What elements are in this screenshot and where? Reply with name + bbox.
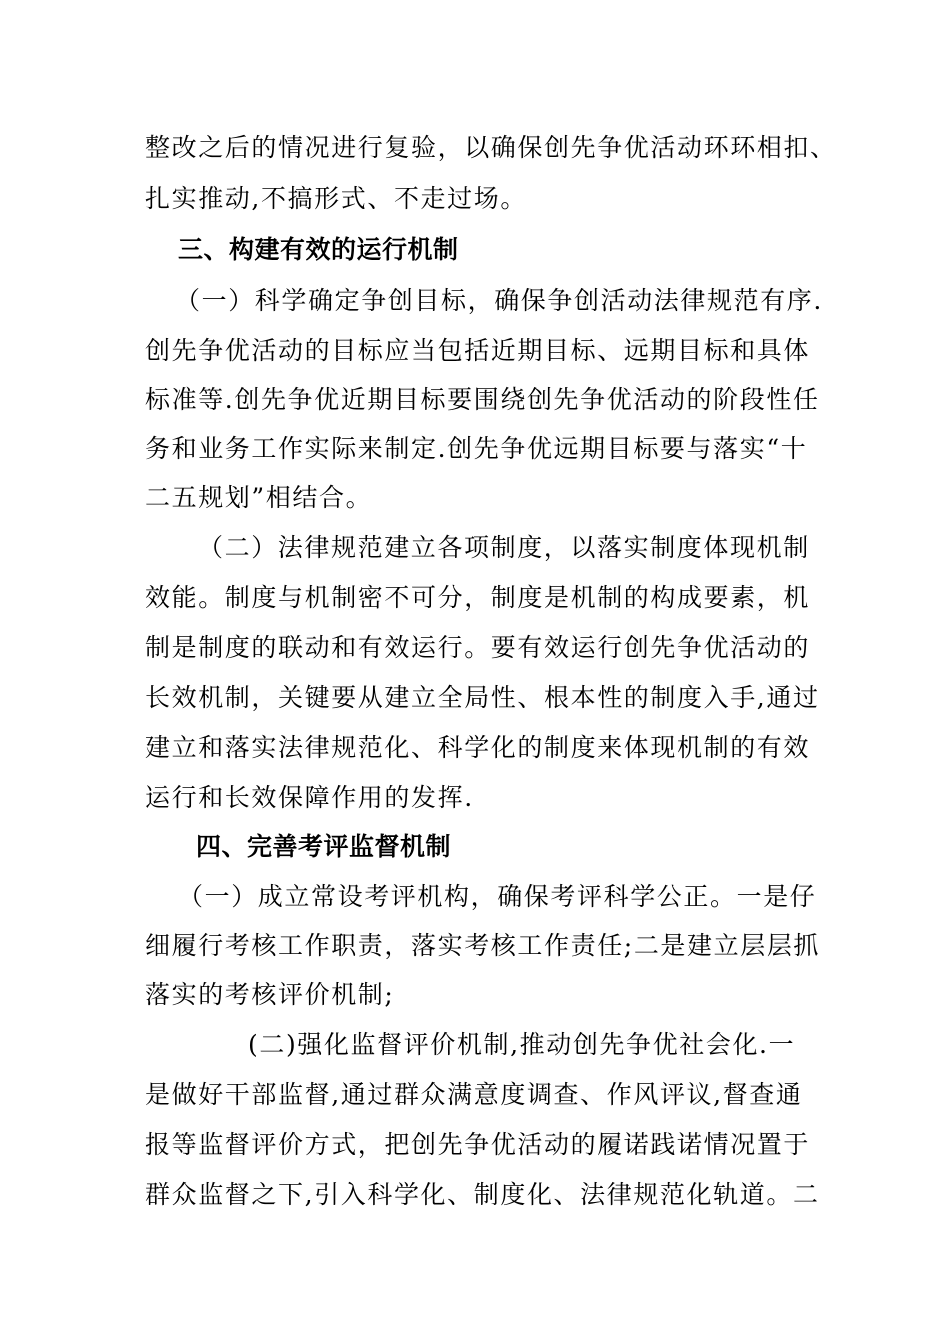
body-text-line: 细履行考核工作职责，落实考核工作责任;二是建立层层抓 (145, 931, 821, 960)
body-text-line: 制是制度的联动和有效运行。要有效运行创先争优活动的 (145, 633, 811, 662)
body-text-line: 创先争优活动的目标应当包括近期目标、远期目标和具体 (145, 336, 811, 365)
body-text-line: 报等监督评价方式，把创先争优活动的履诺践诺情况置于 (145, 1130, 811, 1159)
body-text-line: 长效机制，关键要从建立全局性、根本性的制度入手,通过 (145, 683, 820, 712)
subsection-heading: (二)强化监督评价机制,推动创先争优社会化.一 (248, 1030, 796, 1059)
subsection-heading: （一）科学确定争创目标，确保争创活动法律规范有序. (175, 286, 823, 315)
subsection-heading: （一）成立常设考评机构，确保考评科学公正。一是仔 (178, 882, 817, 911)
section-heading: 四、完善考评监督机制 (196, 832, 452, 861)
body-text-line: 落实的考核评价机制; (145, 980, 395, 1009)
body-text-line: 标准等.创先争优近期目标要围绕创先争优活动的阶段性任 (145, 385, 820, 414)
body-text-line: 群众监督之下,引入科学化、制度化、法律规范化轨道。二 (145, 1180, 820, 1209)
body-text-line: 整改之后的情况进行复验，以确保创先争优活动环环相扣、 (145, 133, 837, 162)
body-text-line: 建立和落实法律规范化、科学化的制度来体现机制的有效 (145, 733, 811, 762)
body-text-line: 二五规划”相结合。 (145, 483, 373, 512)
body-text-line: 是做好干部监督,通过群众满意度调查、作风评议,督查通 (145, 1080, 803, 1109)
body-text-line: 务和业务工作实际来制定.创先争优远期目标要与落实“十 (145, 434, 808, 463)
body-text-line: 运行和长效保障作用的发挥. (145, 783, 474, 812)
body-text-line: 效能。制度与机制密不可分，制度是机制的构成要素，机 (145, 583, 811, 612)
section-heading: 三、构建有效的运行机制 (178, 235, 459, 264)
body-text-line: 扎实推动,不搞形式、不走过场。 (145, 184, 527, 213)
subsection-heading: （二）法律规范建立各项制度，以落实制度体现机制 (198, 533, 810, 562)
